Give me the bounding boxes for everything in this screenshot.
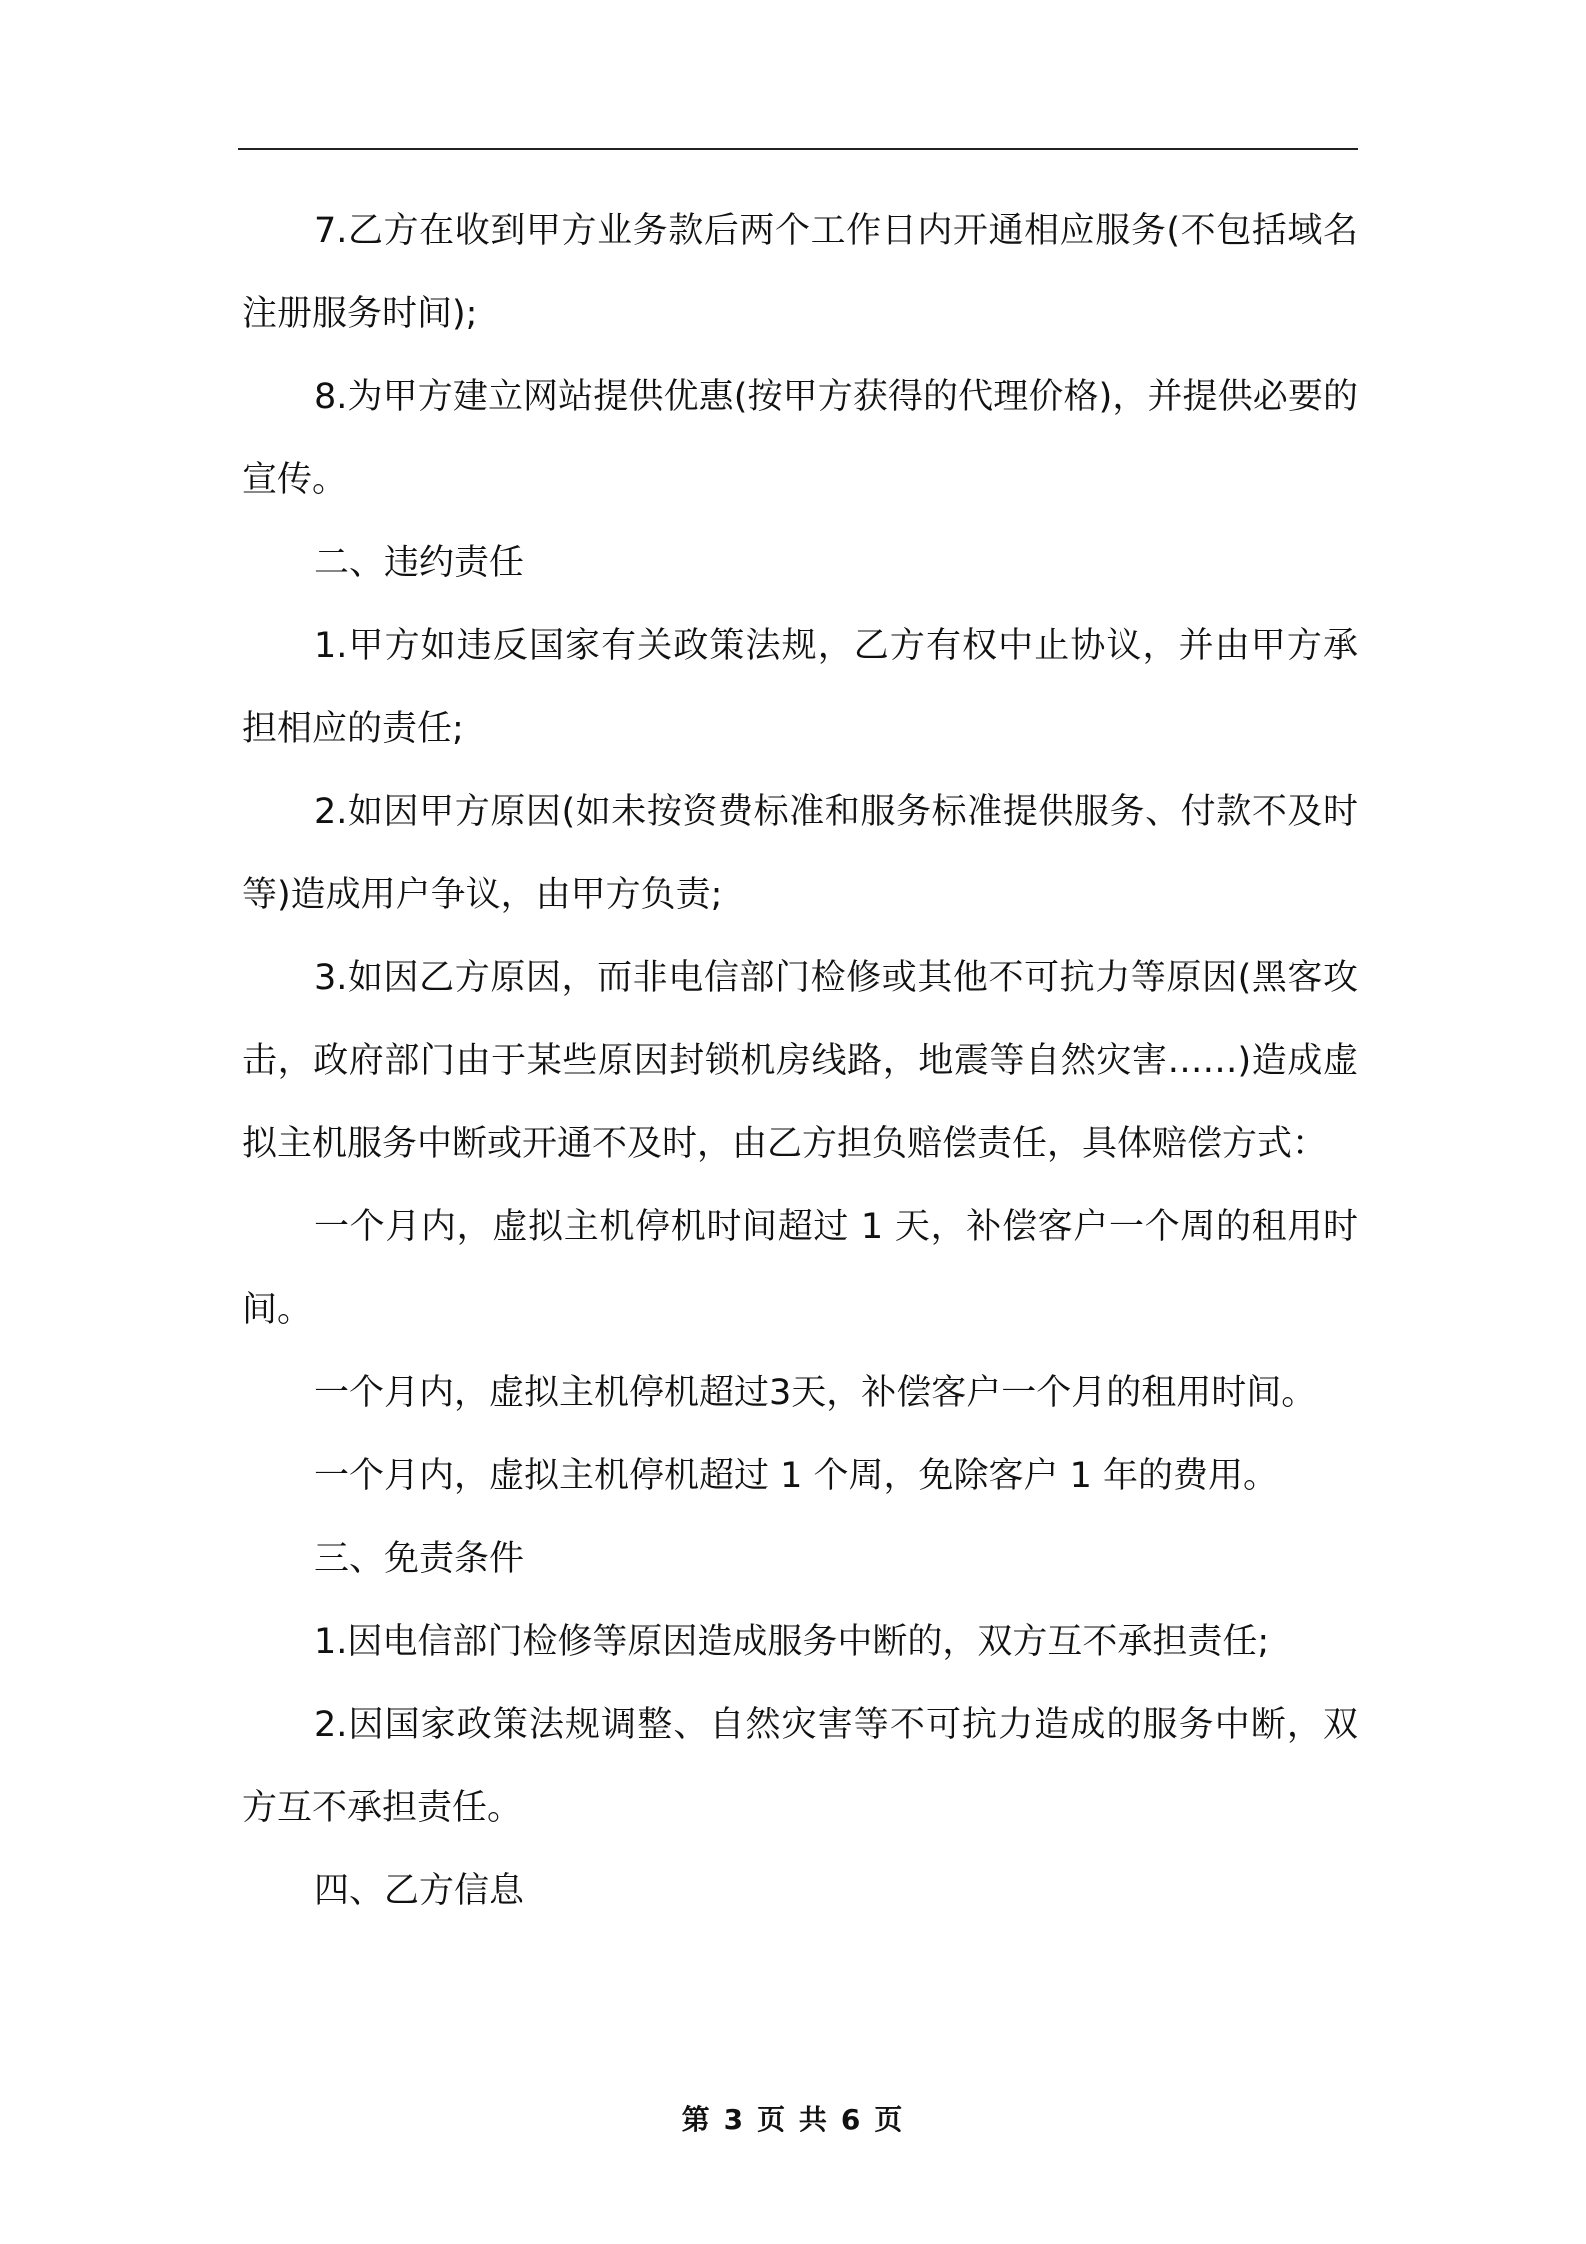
compensation-rule-2: 一个月内，虚拟主机停机超过3天，补偿客户一个月的租用时间。 bbox=[314, 1373, 1317, 1413]
footer-prefix: 第 bbox=[681, 2103, 712, 2136]
section-heading-party-b-info: 四、乙方信息 bbox=[314, 1871, 525, 1911]
paragraph-8: 8.为甲方建立网站提供优惠(按甲方获得的代理价格)，并提供必要的宣传。 bbox=[242, 377, 1358, 500]
footer-current-page: 3 bbox=[723, 2103, 746, 2136]
section-heading-breach-liability: 二、违约责任 bbox=[314, 543, 525, 583]
page-number-footer bbox=[0, 2098, 1586, 2138]
compensation-rule-1: 一个月内，虚拟主机停机时间超过 1 天，补偿客户一个周的租用时间。 bbox=[242, 1207, 1358, 1330]
paragraph-breach-1: 1.甲方如违反国家有关政策法规，乙方有权中止协议，并由甲方承担相应的责任; bbox=[242, 626, 1358, 749]
paragraph-breach-3: 3.如因乙方原因，而非电信部门检修或其他不可抗力等原因(黑客攻击，政府部门由于某些原因封锁机房线路，地震等自然灾害……)造成虚拟主机服务中断或开通不及时，由乙方担负赔偿责任，具体赔偿方式： bbox=[242, 958, 1358, 1164]
section-heading-exemption: 三、免责条件 bbox=[314, 1539, 525, 1579]
header-rule bbox=[238, 148, 1358, 150]
paragraph-exemption-2: 2.因国家政策法规调整、自然灾害等不可抗力造成的服务中断，双方互不承担责任。 bbox=[242, 1705, 1358, 1828]
footer-total-pages: 6 bbox=[840, 2103, 863, 2136]
footer-mid: 页 共 bbox=[757, 2103, 829, 2136]
compensation-rule-3: 一个月内，虚拟主机停机超过 1 个周，免除客户 1 年的费用。 bbox=[314, 1456, 1279, 1496]
document-body bbox=[242, 190, 1358, 1933]
paragraph-breach-2: 2.如因甲方原因(如未按资费标准和服务标准提供服务、付款不及时等)造成用户争议，由甲方负责; bbox=[242, 792, 1358, 915]
paragraph-7: 7.乙方在收到甲方业务款后两个工作日内开通相应服务(不包括域名注册服务时间); bbox=[242, 211, 1358, 334]
footer-suffix: 页 bbox=[874, 2103, 905, 2136]
paragraph-exemption-1: 1.因电信部门检修等原因造成服务中断的，双方互不承担责任; bbox=[314, 1622, 1270, 1662]
